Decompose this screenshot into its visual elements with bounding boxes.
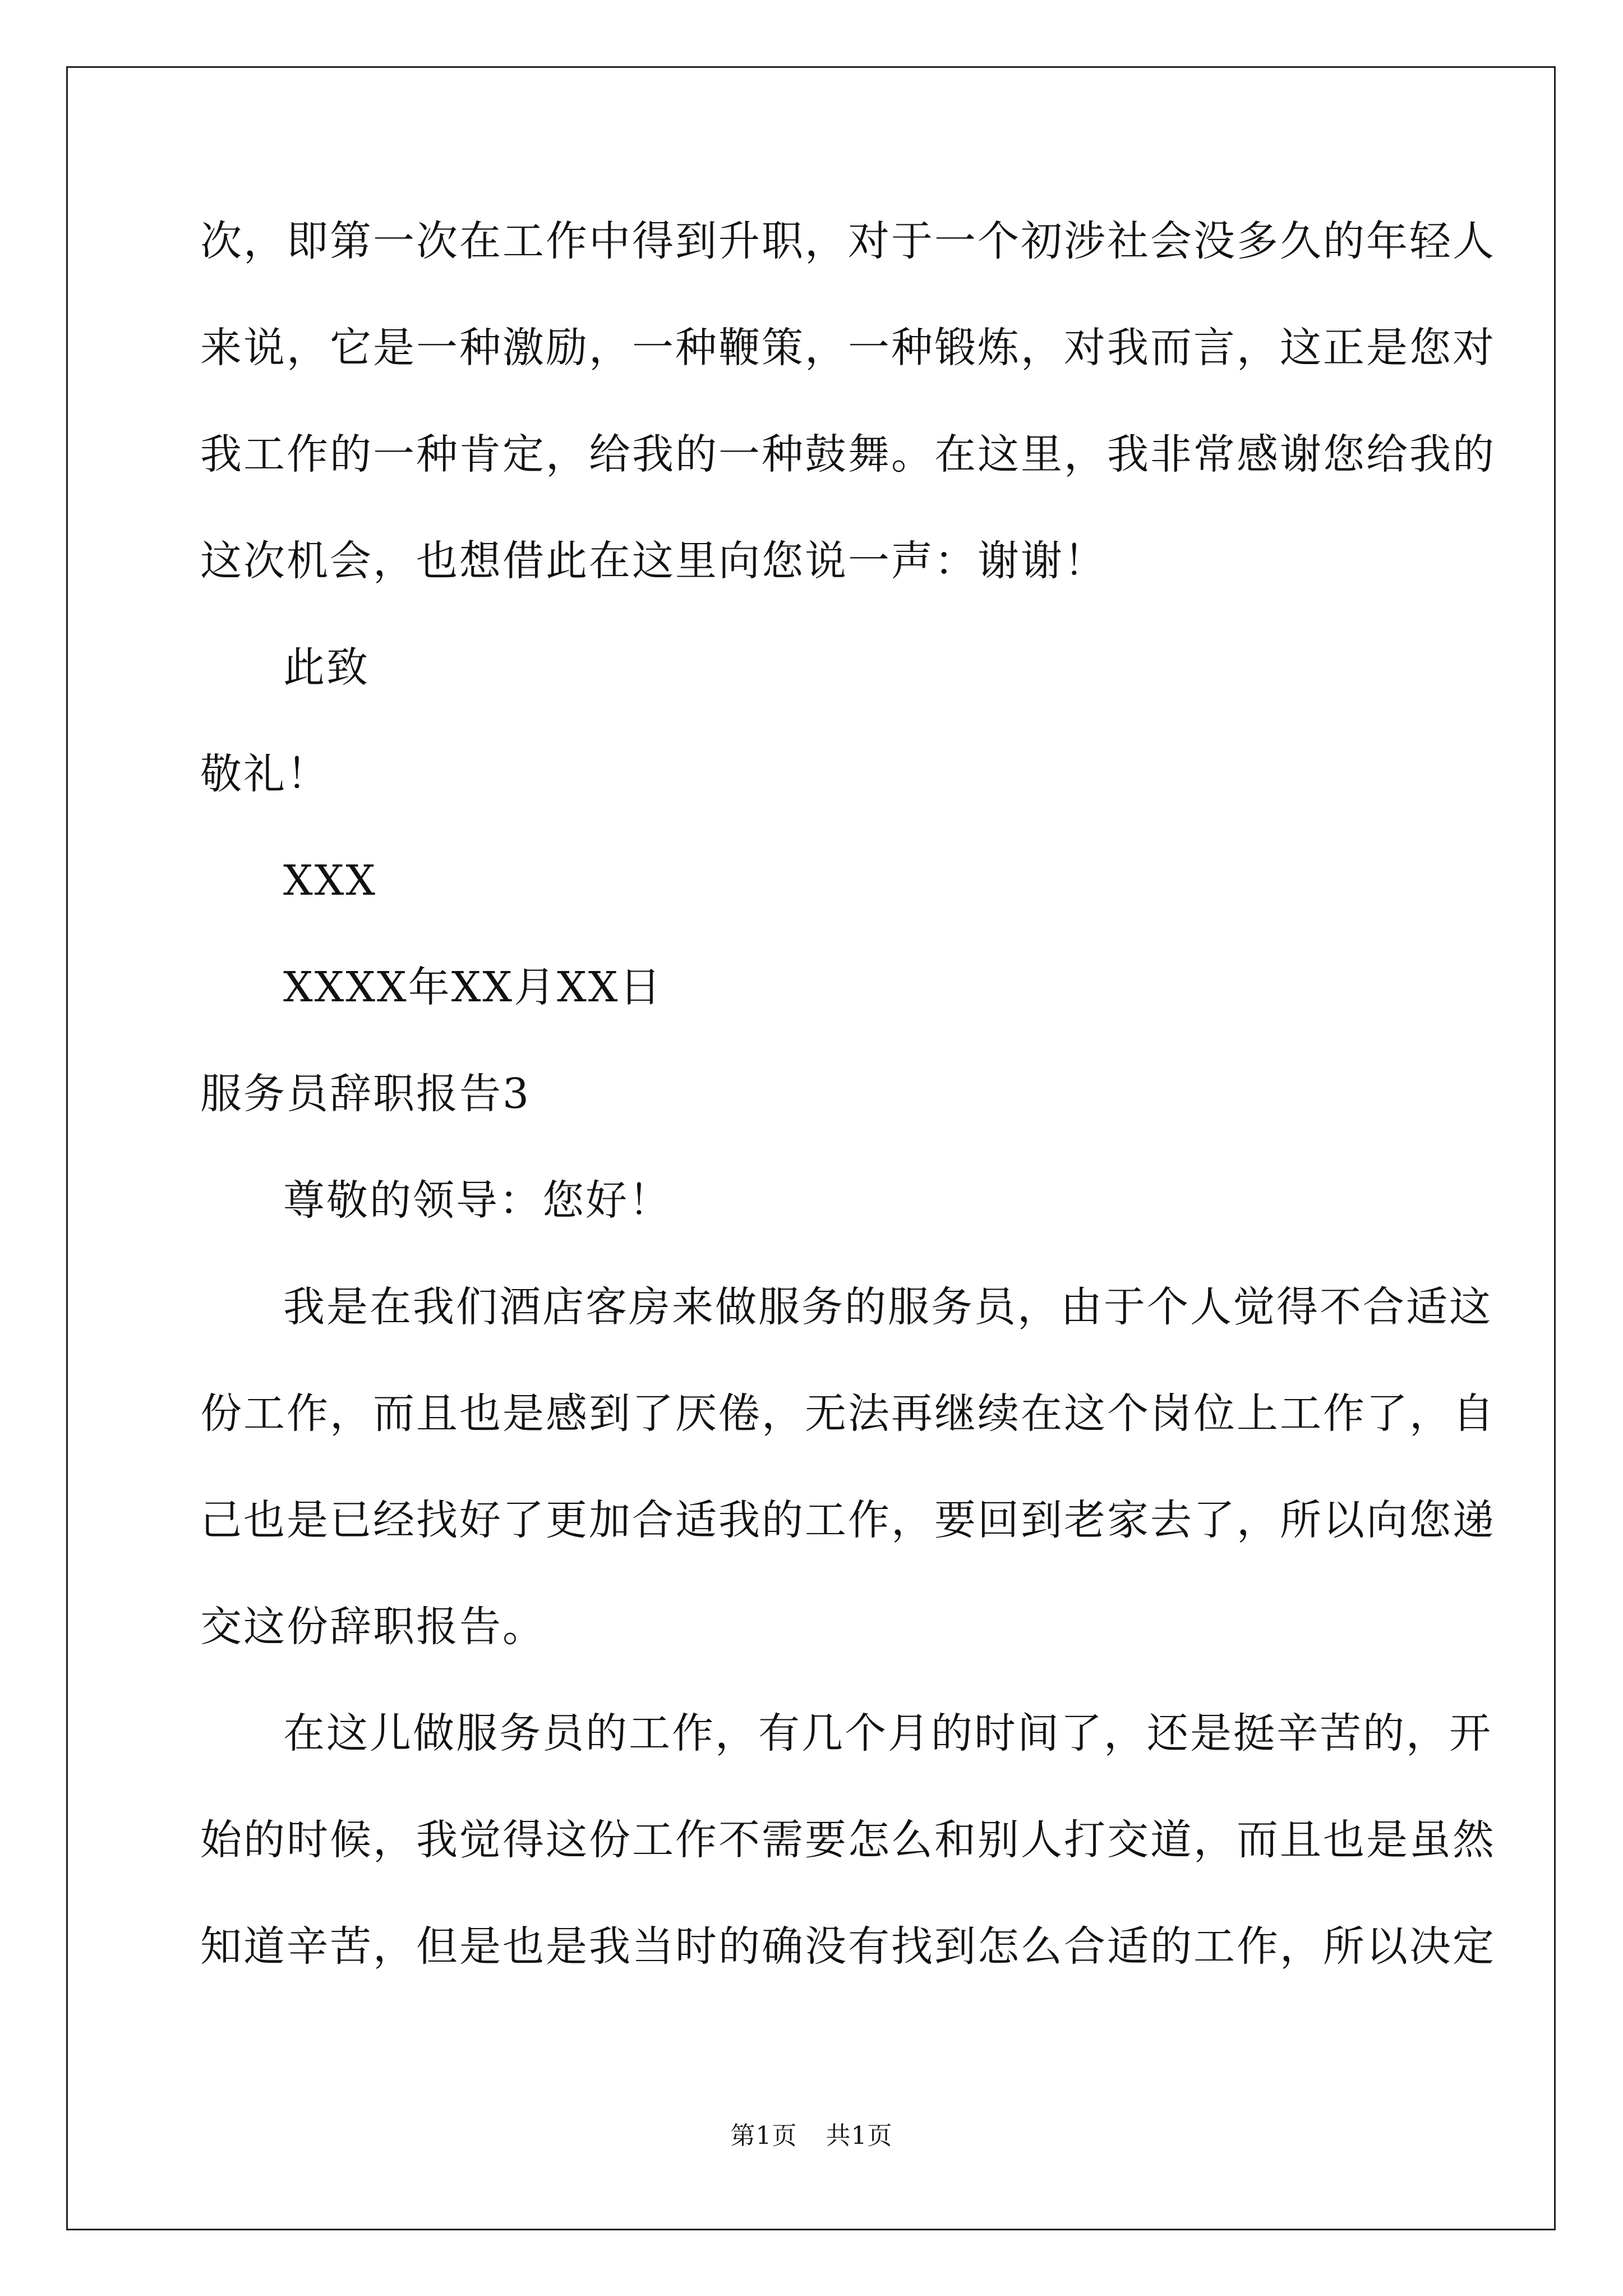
paragraph-line: 己也是已经找好了更加合适我的工作，要回到老家去了，所以向您递	[200, 1496, 1496, 1544]
section-title: 服务员辞职报告3	[200, 1070, 531, 1118]
page-total: 共1页	[826, 2122, 893, 2150]
paragraph-line: 来说，它是一种激励，一种鞭策，一种锻炼，对我而言，这正是您对	[200, 324, 1496, 372]
paragraph-line: 我是在我们酒店客房来做服务的服务员，由于个人觉得不合适这	[283, 1283, 1492, 1331]
paragraph-line: 交这份辞职报告。	[200, 1603, 546, 1651]
signature-date: XXXX年XX月XX日	[283, 963, 663, 1011]
paragraph-line: 在这儿做服务员的工作，有几个月的时间了，还是挺辛苦的，开	[283, 1709, 1492, 1757]
closing-salutation: 此致	[283, 643, 370, 692]
page-footer	[0, 2119, 1623, 2153]
page-border	[66, 66, 1556, 2230]
paragraph-line: 份工作，而且也是感到了厌倦，无法再继续在这个岗位上工作了，自	[200, 1389, 1496, 1438]
page-number: 第1页	[730, 2122, 797, 2150]
paragraph-line: 我工作的一种肯定，给我的一种鼓舞。在这里，我非常感谢您给我的	[200, 430, 1496, 478]
paragraph-line: 始的时候，我觉得这份工作不需要怎么和别人打交道，而且也是虽然	[200, 1816, 1496, 1864]
paragraph-line: 知道辛苦，但是也是我当时的确没有找到怎么合适的工作，所以决定	[200, 1922, 1496, 1971]
greeting: 尊敬的领导：您好！	[283, 1176, 672, 1225]
paragraph-line: 这次机会，也想借此在这里向您说一声：谢谢！	[200, 537, 1107, 585]
closing-regards: 敬礼！	[200, 750, 330, 798]
signature-name: XXX	[283, 857, 377, 905]
paragraph-line: 次，即第一次在工作中得到升职，对于一个初涉社会没多久的年轻人	[200, 217, 1496, 265]
